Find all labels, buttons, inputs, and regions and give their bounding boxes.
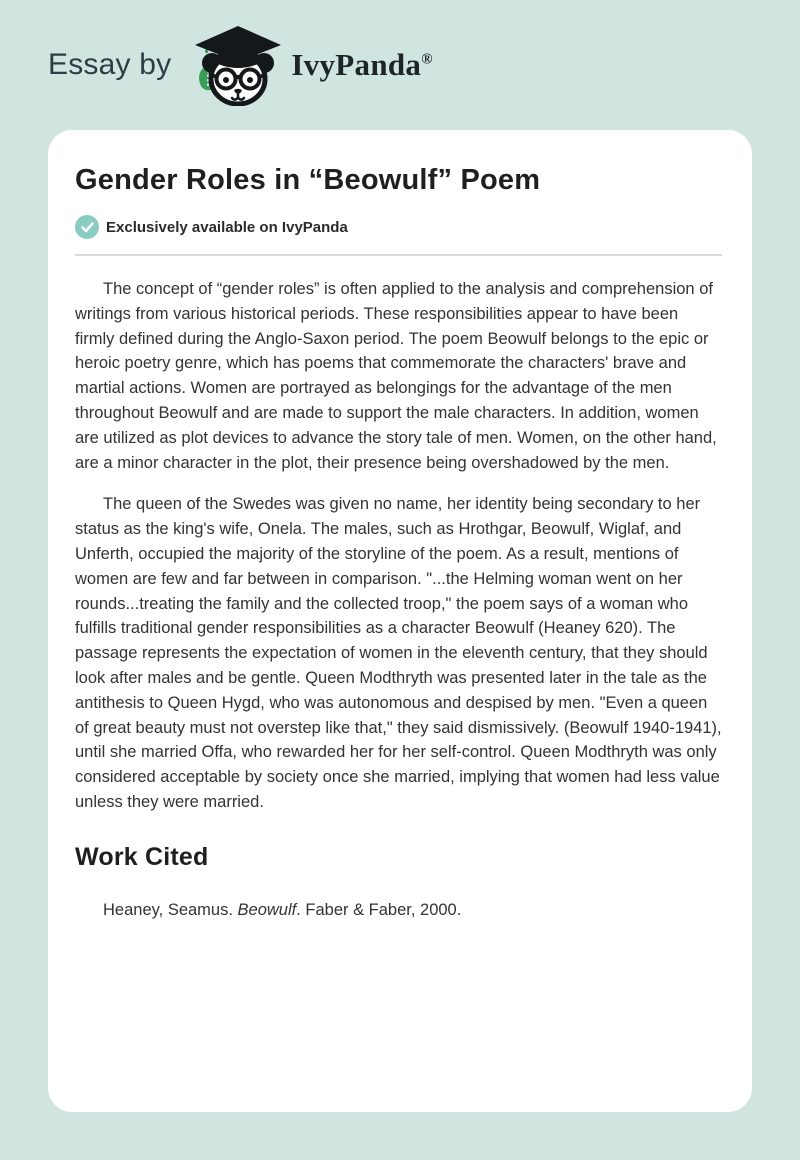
citation-author: Heaney, Seamus. — [103, 900, 238, 919]
site-header — [0, 0, 800, 130]
citation-rest: . Faber & Faber, 2000. — [296, 900, 462, 919]
essay-paragraph: The queen of the Swedes was given no name, her identity being secondary to her status as the king's wife, Onela. The males, such as Hrothgar, Beowulf, Wiglaf, and Unferth, occupied the majority of the storyline of the poem. As a result, mentions of women are few and far between in comparison. "...the Helming woman went on her rounds...treating the family and the collected troop," the poem says of a woman who fulfills traditional gender responsibilities as a character Beowulf (Heaney 620). The passage represents the expectation of women in the eleventh century, that they should look after males and be gentle. Queen Modthryth was presented later in the tale as the antithesis to Queen Hygd, who was autonomous and despised by men. "Even a queen of great beauty must not overstep like that," they said dismissively. (Beowulf 1940-1941), until she married Offa, who rewarded her for her self-control. Queen Modthryth was only considered acceptable by society once she married, implying that women had less value unless they were married. — [75, 495, 722, 811]
checkmark-icon — [75, 215, 99, 239]
essay-card — [48, 130, 752, 1112]
citation-entry — [75, 898, 722, 923]
essay-by-label: Essay by — [48, 48, 172, 81]
registered-mark: ® — [421, 51, 433, 68]
availability-badge-text: Exclusively available on IvyPanda — [106, 218, 348, 236]
brand-name: IvyPanda® — [291, 47, 433, 82]
essay-body — [75, 277, 722, 815]
essay-paragraph: The concept of “gender roles” is often applied to the analysis and comprehension of writings from various historical periods. These responsibilities appear to have been firmly defined during the Anglo-Saxon period. The poem Beowulf belongs to the epic or heroic poetry genre, which has poems that commemorate the characters' brave and martial actions. Women are portrayed as belongings for the advantage of the men throughout Beowulf and are made to support the male characters. In addition, women are utilized as plot devices to advance the story tale of men. Women, on the other hand, are a minor character in the plot, their presence being overshadowed by the men. — [75, 280, 717, 472]
availability-badge — [75, 215, 722, 239]
citation-title: Beowulf — [237, 900, 297, 919]
page-title: Gender Roles in “Beowulf” Poem — [75, 164, 541, 196]
work-cited-heading: Work Cited — [75, 842, 209, 871]
divider — [75, 254, 722, 256]
ivypanda-logo — [185, 24, 432, 106]
panda-graduate-icon — [185, 24, 285, 106]
